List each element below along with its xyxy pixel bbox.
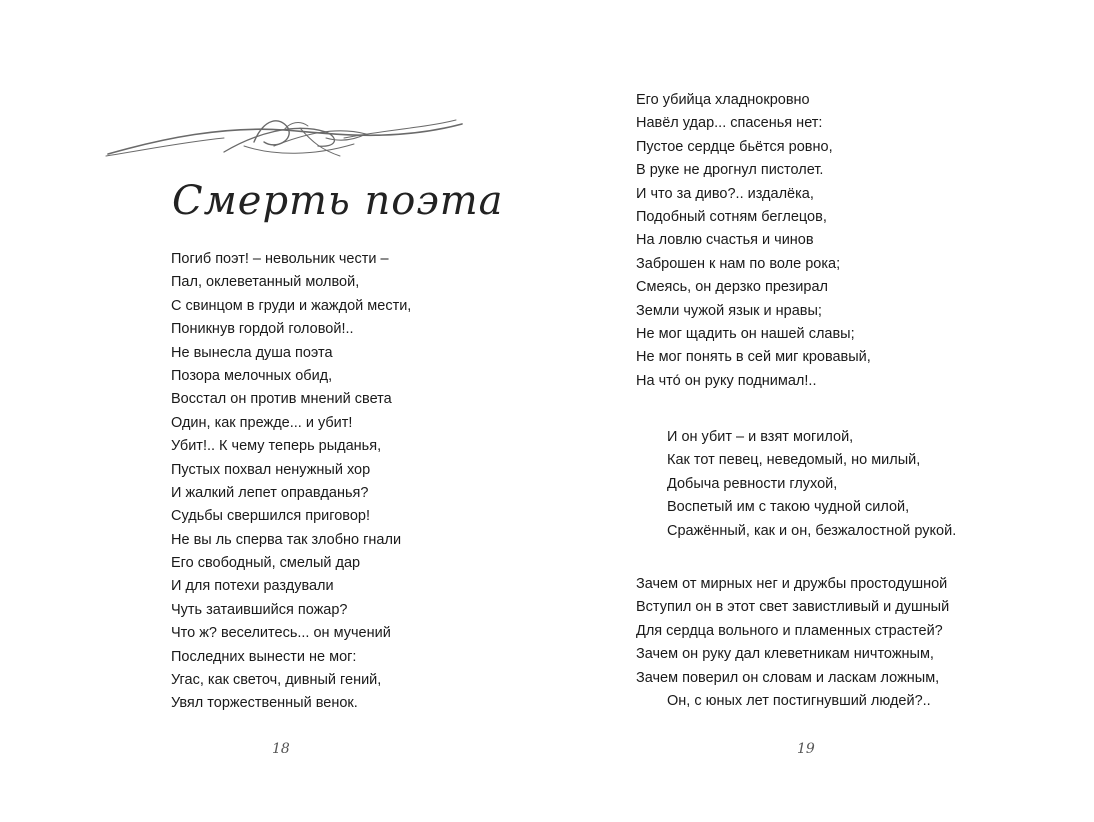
right-page [547, 0, 1094, 822]
poem-line: Погиб поэт! – невольник чести – [171, 251, 389, 267]
page-number-left: 18 [272, 741, 290, 757]
poem-line: Навёл удар... спасенья нет: [636, 115, 823, 132]
poem-line: Не мог щадить он нашей славы; [636, 325, 855, 342]
poem-line: Последних вынести не мог: [171, 648, 357, 665]
poem-line: На что́ он руку поднимал!.. [636, 372, 817, 389]
poem-line: Поникнув гордой головой!.. [171, 321, 354, 338]
poem-line: И для потехи раздували [171, 578, 334, 595]
right-stanza-2 [667, 426, 956, 543]
left-stanza [171, 248, 411, 716]
poem-line: Зачем от мирных нег и дружбы простодушной [636, 576, 948, 592]
poem-line: Он, с юных лет постигнувший людей?.. [667, 692, 931, 709]
poem-line: И он убит – и взят могилой, [667, 429, 854, 445]
poem-line: В руке не дрогнул пистолет. [636, 162, 824, 179]
poem-line: Сражённый, как и он, безжалостной рукой. [667, 522, 957, 539]
poem-line: На ловлю счастья и чинов [636, 232, 814, 249]
poem-line: Его свободный, смелый дар [171, 555, 361, 572]
poem-line: Для сердца вольного и пламенных страстей? [636, 622, 943, 639]
poem-line: Не вынесла душа поэта [171, 344, 333, 361]
poem-line: Подобный сотням беглецов, [636, 208, 827, 225]
poem-line: Судьбы свершился приговор! [171, 508, 370, 525]
poem-title: Смерть поэта [172, 178, 504, 224]
poem-line: И жалкий лепет оправданья? [171, 484, 369, 501]
poem-line: Земли чужой язык и нравы; [636, 302, 822, 319]
poem-line: Смеясь, он дерзко презирал [636, 279, 828, 296]
poem-line: Его убийца хладнокровно [636, 92, 810, 108]
calligraphic-flourish-icon [104, 112, 466, 166]
poem-line: Зачем поверил он словам и ласкам ложным, [636, 669, 940, 686]
poem-line: И что за диво?.. издалёка, [636, 185, 814, 202]
poem-line: Не мог понять в сей миг кровавый, [636, 349, 871, 366]
poem-line: Пал, оклеветанный молвой, [171, 274, 360, 291]
poem-line: Один, как прежде... и убит! [171, 414, 353, 431]
poem-line: Что ж? веселитесь... он мучений [171, 625, 391, 642]
poem-line: Увял торжественный венок. [171, 695, 358, 712]
poem-line: Позора мелочных обид, [171, 367, 333, 384]
poem-line: Воспетый им с такою чудной силой, [667, 499, 910, 516]
right-stanza-1 [636, 89, 871, 393]
poem-line: Добыча ревности глухой, [667, 475, 838, 492]
poem-line: Вступил он в этот свет завистливый и душный [636, 599, 950, 616]
poem-line: Пустое сердце бьётся ровно, [636, 138, 833, 155]
page-number-right: 19 [797, 741, 815, 757]
poem-line: Пустых похвал ненужный хор [171, 461, 371, 478]
poem-line: Заброшен к нам по воле рока; [636, 255, 841, 272]
poem-line: Как тот певец, неведомый, но милый, [667, 452, 921, 469]
right-stanza-3 [636, 573, 949, 713]
poem-line: Чуть затаившийся пожар? [171, 601, 348, 618]
poem-line: Угас, как светоч, дивный гений, [171, 672, 382, 689]
poem-line: Убит!.. К чему теперь рыданья, [171, 438, 382, 455]
poem-line: Зачем он руку дал клеветникам ничтожным, [636, 646, 934, 663]
poem-line: Не вы ль сперва так злобно гнали [171, 531, 402, 548]
poem-line: С свинцом в груди и жаждой мести, [171, 297, 412, 314]
poem-line: Восстал он против мнений света [171, 391, 392, 408]
